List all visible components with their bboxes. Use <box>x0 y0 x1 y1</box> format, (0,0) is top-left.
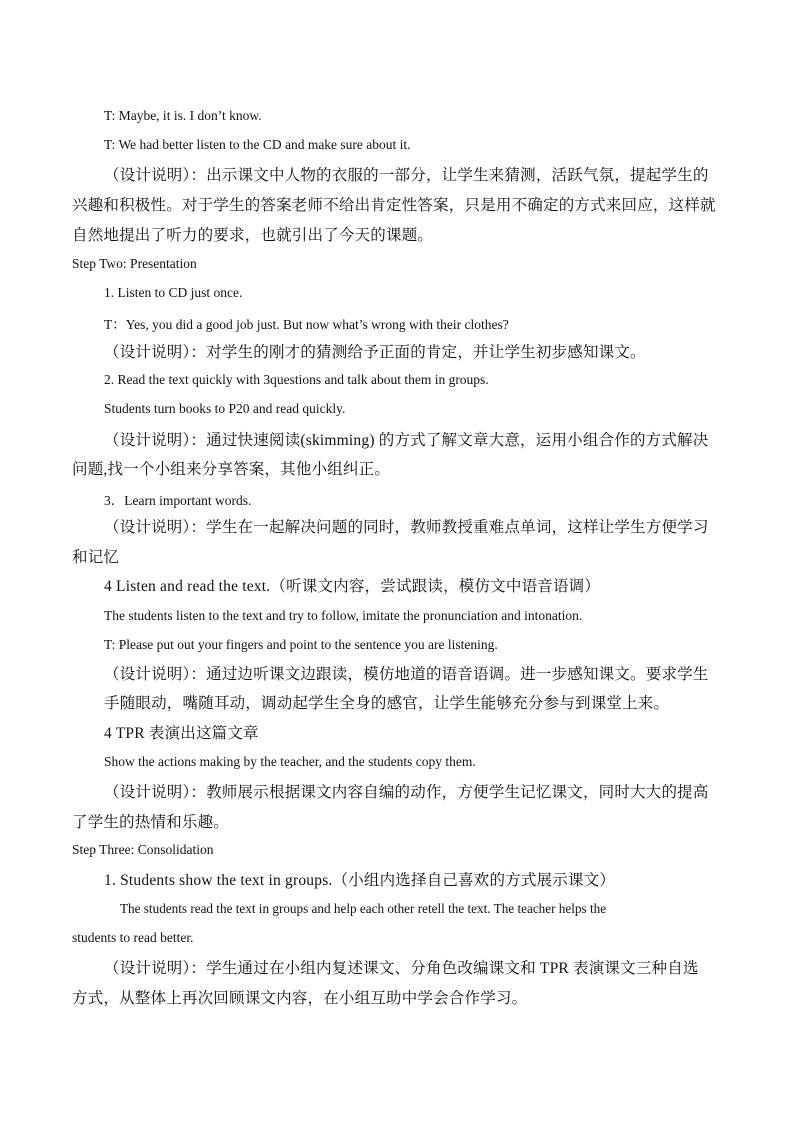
instruction-line: Show the actions making by the teacher, and the students copy them. <box>104 754 476 769</box>
step-item: 2. Read the text quickly with 3questions and talk about them in groups. <box>104 372 489 387</box>
instruction-line: The students listen to the text and try to follow, imitate the pronunciation and intonation. <box>104 608 583 623</box>
instruction-line: Students turn books to P20 and read quickly. <box>104 401 346 416</box>
design-note: （设计说明）：教师展示根据课文内容自编的动作，方便学生记忆课文，同时大大的提高 <box>104 784 709 801</box>
design-note: （设计说明）：通过边听课文边跟读，模仿地道的语音语调。进一步感知课文。要求学生 <box>104 666 709 683</box>
step-heading: Step Three: Consolidation <box>72 842 214 857</box>
design-note: （设计说明）：学生通过在小组内复述课文、分角色改编课文和 TPR 表演课文三种自选 <box>104 960 699 977</box>
step-item: 4 TPR 表演出这篇文章 <box>104 725 259 742</box>
step-item: 1. Listen to CD just once. <box>104 285 243 300</box>
design-note-continued: 和记忆 <box>72 549 120 566</box>
design-note-continued: 自然地提出了听力的要求，也就引出了今天的课题。 <box>72 227 434 244</box>
step-item: 3．Learn important words. <box>104 493 252 508</box>
dialogue-line: T: Maybe, it is. I don’t know. <box>104 108 262 123</box>
design-note: （设计说明）：出示课文中人物的衣服的一部分，让学生来猜测，活跃气氛，提起学生的 <box>104 167 709 184</box>
dialogue-line: T：Yes, you did a good job just. But now what’s wrong with their clothes? <box>104 317 509 332</box>
design-note-continued: 方式，从整体上再次回顾课文内容，在小组互助中学会合作学习。 <box>72 990 528 1007</box>
instruction-line-continued: students to read better. <box>72 930 194 945</box>
design-note-continued: 问题,找一个小组来分享答案，其他小组纠正。 <box>72 461 391 478</box>
design-note: （设计说明）：通过快速阅读(skimming) 的方式了解文章大意，运用小组合作的方式解决 <box>104 432 709 449</box>
design-note-continued: 了学生的热情和乐趣。 <box>72 814 230 831</box>
step-item: 1. Students show the text in groups.（小组内选择自己喜欢的方式展示课文） <box>104 872 616 889</box>
dialogue-line: T: Please put out your fingers and point to the sentence you are listening. <box>104 637 498 652</box>
step-item: 4 Listen and read the text.（听课文内容，尝试跟读，模仿文中语音语调） <box>104 578 601 595</box>
step-heading: Step Two: Presentation <box>72 256 197 271</box>
dialogue-line: T: We had better listen to the CD and make sure about it. <box>104 137 411 152</box>
design-note: （设计说明）：学生在一起解决问题的同时，教师教授重难点单词，这样让学生方便学习 <box>104 519 709 536</box>
design-note: （设计说明）：对学生的刚才的猜测给予正面的肯定，并让学生初步感知课文。 <box>104 344 646 361</box>
design-note-continued: 手随眼动，嘴随耳动，调动起学生全身的感官，让学生能够充分参与到课堂上来。 <box>104 695 670 712</box>
design-note-continued: 兴趣和积极性。对于学生的答案老师不给出肯定性答案，只是用不确定的方式来回应，这样就 <box>72 197 716 214</box>
instruction-line: The students read the text in groups and help each other retell the text. The teacher helps the <box>120 901 607 916</box>
